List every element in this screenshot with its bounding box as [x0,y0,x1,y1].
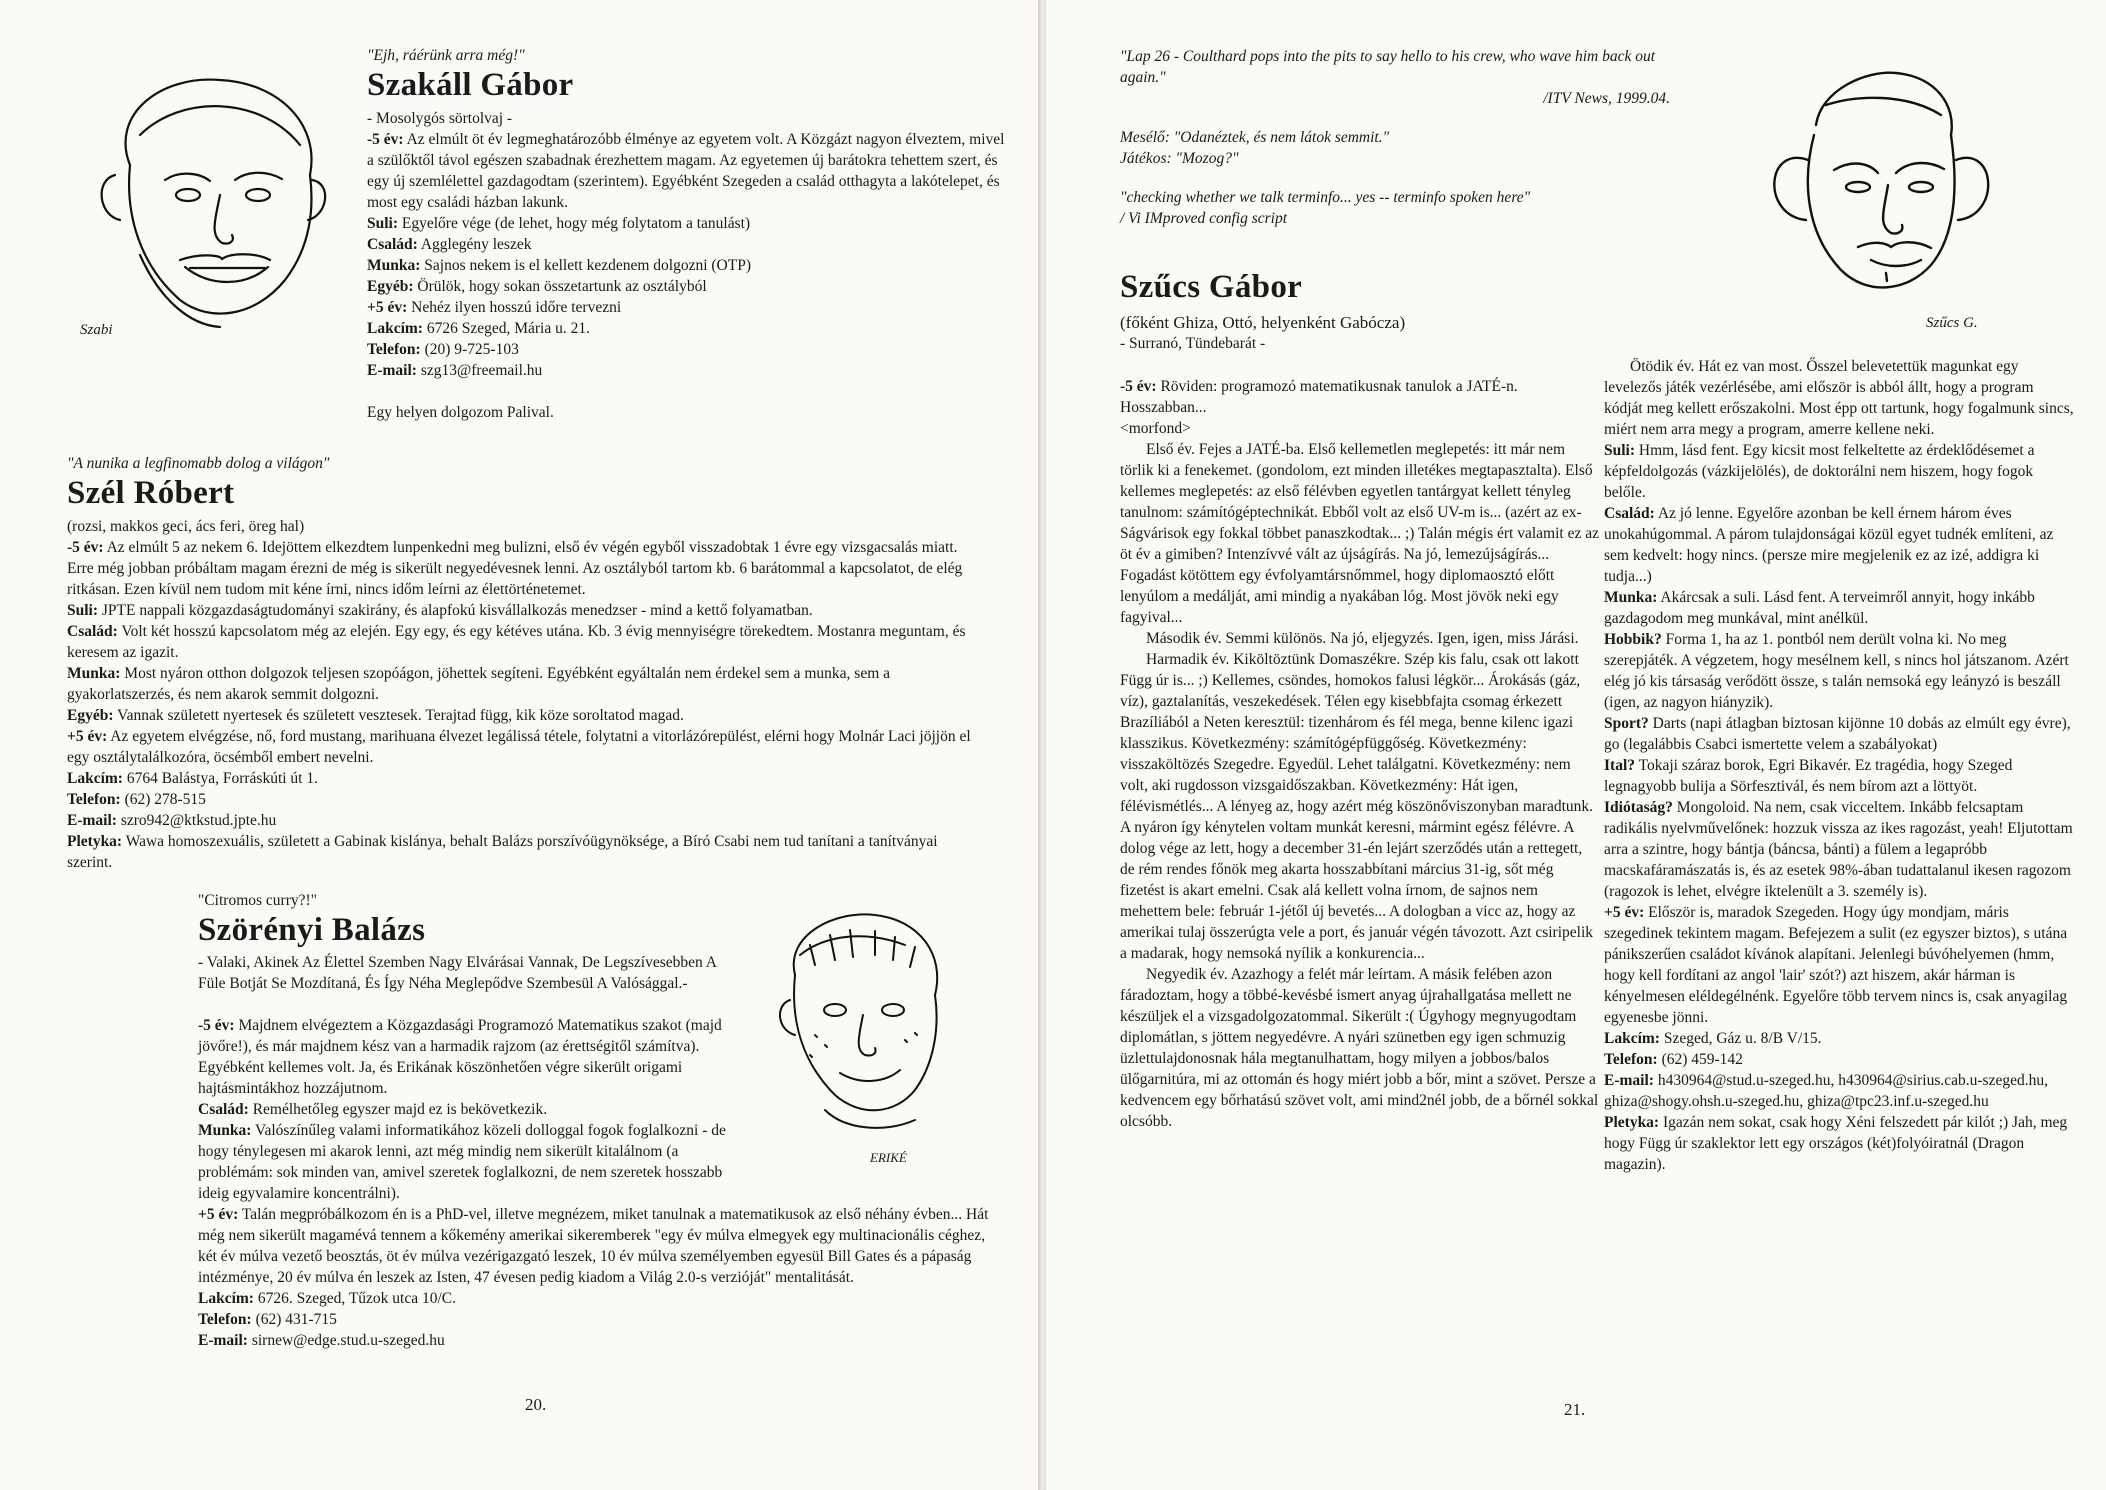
szakall-line [367,339,1007,360]
right-quotes [1120,46,1680,229]
szel-value: JPTE nappali közgazdaságtudományi szakirány, és alapfokú kisvállalkozás menedzser - mind a kettő folyamatban. [98,602,813,619]
szucs-value: Az jó lenne. Egyelőre azonban be kell érnem három éves unokahúgommal. A párom tulajdonságai közül egyet tudnék említeni, az sem kedvelt: hogy nincs. (persze mire megjelenik ez az izé, addigra ki tudja...) [1604,505,2054,585]
szucs-name: Szűcs Gábor [1120,269,1303,305]
szucs-aka: (főként Ghiza, Ottó, helyenként Gabócza) [1120,313,1406,332]
szakall-label: -5 év: [367,131,404,148]
szakall-extra: Egy helyen dolgozom Palival. [367,404,554,421]
szucs-line [1604,1028,2074,1049]
szucs-label: Telefon: [1604,1051,1658,1068]
szel-nickname: (rozsi, makkos geci, ács feri, öreg hal) [67,518,305,535]
szucs-label: +5 év: [1604,904,1645,921]
szel-label: E-mail: [67,812,117,829]
szorenyi-value: Remélhetőleg egyszer majd ez is bekövetkezik. [248,1101,548,1118]
szucs-label: Ital? [1604,757,1635,774]
szakall-name: Szakáll Gábor [367,67,574,103]
szucs-col1-paragraphs [1120,439,1600,1132]
szel-name: Szél Róbert [67,475,235,511]
szorenyi-value: Valószínűleg valami informatikához közeli dolloggal fogok foglalkozni - de hogy ténylegesen mi akarok lenni, azt még mindig nem sikerült kitalálnom (a problémám: sok minden van, amivel szeretek foglalkozni, de nem szeretek hosszabb ideig egyvalamire koncentrálni). [198,1122,726,1202]
szucs-value: Forma 1, ha az 1. pontból nem derült volna ki. No meg szerepjáték. A végzetem, hogy mesélnem kell, s nincs hol játszanom. Azért elég jó kis társaság verődött össze, s talán nemsoká egy leányzó is beszáll (igen, az nagyon hiányzik). [1604,631,2069,711]
szucs-label: Suli: [1604,442,1636,459]
szorenyi-value: (62) 431-715 [251,1311,337,1328]
szakall-line [367,360,1007,381]
szakall-label: Suli: [367,215,399,232]
szakall-value: Sajnos nekem is el kellett kezdenem dolgozni (OTP) [420,257,751,274]
szucs-line [1604,713,2074,755]
quote-itv-source: /ITV News, 1999.04. [1543,90,1670,107]
quote-jatekos: Játékos: "Mozog?" [1120,150,1239,167]
szucs-value: Szeged, Gáz u. 8/B V/15. [1659,1030,1822,1047]
szel-label: +5 év: [67,728,108,745]
szorenyi-value: sirnew@edge.stud.u-szeged.hu [247,1332,445,1349]
szucs-line [1604,1070,2074,1112]
szorenyi-value: Majdnem elvégeztem a Közgazdasági Programozó Matematikus szakot (majd jövőre!), és már majdnem kész van a harmadik rajzom (az érettségitől számítva). Egyébként kellemes volt. Ja, és Erikának köszönhetően végre sikerült origami hajtásmintákhoz hozzájutnom. [198,1017,722,1097]
szel-label: Suli: [67,602,99,619]
szel-line [67,705,982,726]
szakall-value: Egyelőre vége (de lehet, hogy még folytatom a tanulást) [398,215,751,232]
szorenyi-line [198,1309,998,1330]
szorenyi-entry-narrow [198,1015,743,1204]
szel-value: Wawa homoszexuális, született a Gabinak kislánya, behalt Balázs porszívóügynöksége, a Bíró Csabi nem tud tanítani a tanítványai szerint. [67,833,938,871]
szucs-minus5-label: -5 év: [1120,378,1157,395]
szorenyi-entry-wide [198,1204,998,1351]
szucs-year-paragraph: Negyedik év. Azazhogy a felét már leírtam. A másik felében azon fáradoztam, hogy a többé-kevésbé ismert anyag újrahallgatása mellett ne készüljek el a vizsgadolgozatommal. Sikerült :( Úgyhogy megnyugodtam diplomátlan, s jöttem negyedévre. A nyári szünetben egy igen schmuzig üzlettulajdonosnak hála megtanulhattam, hogy milyen a jobbos/balos ülőgarnitúra, mi az ottomán és hogy miért jobb a bőr, mint a szövet. Persze a kedvencem egy bőrhatású szövet volt, ami mind2nél jobb, de a bőrnél sokkal olcsóbb. [1120,966,1599,1130]
szucs-label: E-mail: [1604,1072,1654,1089]
szakall-label: Munka: [367,257,421,274]
szel-quote: "A nunika a legfinomabb dolog a világon" [67,455,330,472]
szucs-col2-details [1604,440,2074,1175]
szucs-line [1604,587,2074,629]
szucs-year-paragraph: Első év. Fejes a JATÉ-ba. Első kellemetlen meglepetés: itt már nem törlik ki a fenekemet. (gondolom, ezt minden illetékes megtapasztalta). Első kellemes meglepetés: az első félévben egyetlen tantárgyat kellett tényleg tanulnom: számítógéptechnikát. Ebből volt az első UV-m is... (azért az ex-Ságvárisok egy fokkal többet panaszkodtak... ;) Talán mégis ért valamit ez az öt év a gimiben? Intenzívvé vált az újságírás. Na jó, lemezújságírás... Fogadást kötöttem egy évfolyamtársnőmmel, hogy diplomaosztó előtt lenyúlom a medálját, ami mindig a nyakában lóg. Most jövök neki egy fagyival... [1120,441,1599,626]
szel-line [67,621,982,663]
szel-line [67,537,982,600]
szucs-value: Darts (napi átlagban biztosan kijönne 10 dobás az elmúlt egy évre), go (legalábbis Csabci ismertette velem a szabályokat) [1604,715,2071,753]
szorenyi-label: Lakcím: [198,1290,254,1307]
szorenyi-line [198,1204,998,1288]
szucs-line [1604,440,2074,503]
szucs-value: Hmm, lásd fent. Egy kicsit most felkeltette az érdeklődésemet a képfeldolgozás (vázkijelölés), de doktorálni nem hiszem, hogy fogok belőle. [1604,442,2035,501]
szel-label: -5 év: [67,539,104,556]
szel-value: 6764 Balástya, Forráskúti út 1. [122,770,318,787]
szakall-entry [367,45,1007,423]
szorenyi-value: 6726. Szeged, Tűzok utca 10/C. [253,1290,457,1307]
szucs-header [1120,268,1680,354]
right-page-number: 21. [1564,1400,1586,1419]
szel-line [67,789,982,810]
szakall-details [367,129,1007,381]
szel-value: Az egyetem elvégzése, nő, ford mustang, marihuana élvezet legálissá tétele, folytatni a vitorlázórepülést, elérni hogy Molnár Laci jöjjön el egy osztálytalálkozóra, öcsémből embert nevelni. [67,728,971,766]
szakall-line [367,234,1007,255]
szucs-value: h430964@stud.u-szeged.hu, h430964@sirius.cab.u-szeged.hu, ghiza@shogy.ohsh.u-szeged.hu, ghiza@tpc23.inf.u-szeged.hu [1604,1072,2048,1110]
szucs-line [1604,797,2074,902]
szorenyi-label: Telefon: [198,1311,252,1328]
szakall-line [367,255,1007,276]
szakall-caricature [70,55,360,355]
szakall-label: Egyéb: [367,278,414,295]
szorenyi-header [198,890,758,949]
szucs-line [1604,1049,2074,1070]
szucs-value: Tokaji száraz borok, Egri Bikavér. Ez tragédia, hogy Szeged legnagyobb bulija a Sörfesztivál, és nem bírom azt a löttyöt. [1604,757,2013,795]
szel-entry [67,453,982,873]
left-page-number: 20. [525,1395,547,1414]
szorenyi-label: E-mail: [198,1332,248,1349]
szel-label: Egyéb: [67,707,114,724]
szel-line [67,726,982,768]
szorenyi-line [198,1120,743,1204]
szel-label: Pletyka: [67,833,123,850]
szorenyi-details-a [198,1015,743,1204]
left-page [0,0,1040,1490]
szucs-label: Sport? [1604,715,1649,732]
szel-value: szro942@ktkstud.jpte.hu [116,812,277,829]
szorenyi-name: Szörényi Balázs [198,912,426,948]
right-page [1046,0,2106,1490]
szel-line [67,831,982,873]
szucs-col2-intro: Ötödik év. Hát ez van most. Ősszel belevetettük magunkat egy levelezős játék vezérlésébe, ami először is abból állt, hogy a program kódját meg kellett erőszakolni. Most épp ott tartunk, hogy fogalmunk sincs, miért nem arra megy a program, amerre kellene neki. [1604,358,2074,438]
szakall-label: Lakcím: [367,320,423,337]
szakall-line [367,276,1007,297]
szakall-line [367,318,1007,339]
szucs-label: Lakcím: [1604,1030,1660,1047]
szucs-label: Munka: [1604,589,1658,606]
szorenyi-label: +5 év: [198,1206,239,1223]
szucs-year-paragraph: Harmadik év. Kiköltöztünk Domaszékre. Szép kis falu, csak ott lakott Függ úr is... ;) Kellemes, csöndes, homokos falusi légkör... Árokásás (gáz, víz), gaztalanítás, veszekedések. Télen egy kisebbfajta csomag érkezett Brazíliából a Neten keresztül: tizenhárom és fél mega, benne kilenc igazi klasszikus. Következmény: számítógépfüggőség. Következmény: visszaköltözés Szegedre. Egyedül. Lehet találgatni. Következmény: nem volt, aki rugdosson vizsgaidőszakban. Következmény: Hát igen, félévismétlés... A lényeg az, hogy azért még köszönőviszonyban maradtunk. A nyáron így kénytelen voltam munkát keresni, mármint egész félévre. A dolog vége az lett, hogy a december 31-én lejárt szerződés után a rettegett, de rém rendes főnök meg akarta hosszabbítani március 31-ig, sőt még fizetést is akart emelni. Csak alá kellett volna írnom, de sajnos nem mehettem bele: február 1-jétől új bevetés... A dologban a vicc az, hogy az amerikai tulaj összerúgta vele a port, és január végén távozott. Azt csiripelik a madarak, hogy nemsoká nyílik a konkurencia... [1120,651,1594,962]
szorenyi-details-b [198,1204,998,1351]
szorenyi-label: -5 év: [198,1017,235,1034]
szakall-quote: "Ejh, ráérünk arra még!" [367,47,525,64]
szel-label: Telefon: [67,791,121,808]
szucs-nickname: - Surranó, Tündebarát - [1120,335,1266,352]
szakall-value: Nehéz ilyen hosszú időre tervezni [407,299,622,316]
quote-vim: "checking whether we talk terminfo... yes -- terminfo spoken here" [1120,189,1531,206]
szel-line [67,600,982,621]
szucs-signature: Szűcs G. [1926,315,1978,331]
szorenyi-quote: "Citromos curry?!" [198,892,317,909]
szucs-label: Idiótaság? [1604,799,1673,816]
szucs-minus5 [1120,376,1600,418]
szakall-value: 6726 Szeged, Mária u. 21. [422,320,590,337]
szel-label: Munka: [67,665,121,682]
quote-itv: "Lap 26 - Coulthard pops into the pits to say hello to his crew, who wave him back out again." [1120,48,1656,86]
szakall-label: E-mail: [367,362,417,379]
szucs-morfond: <morfond> [1120,420,1191,437]
szucs-value: Először is, maradok Szegeden. Hogy úgy mondjam, máris szegedinek tekintem magam. Befejezem a sulit (ez egyszer biztos), s utána pánikszerűen családot kívánok alapítani. Jelenlegi búvóhelyemen (hmm, hogy kell fordítani az angol 'lair' szót?) azt hiszem, akár hárman is kényelmesen eléldegélnénk. Egyelőre több tervem nincs is, csak anyagilag egyenesbe jönni. [1604,904,2068,1026]
szucs-value: Mongoloid. Na nem, csak vicceltem. Inkább felcsaptam radikális nyelvművelőnek: hozzuk vissza az ikes ragozást, yeah! Eljutottam arra a szintre, hogy bántja (báncsa, bánti) a fülem a legapróbb macskafáramászatás is, és az esetek 98%-ában tudattalanul ikesen ragozom (ragozok is lehet, elvégre iktelenült a 3. személy is). [1604,799,2073,900]
szorenyi-line [198,1288,998,1309]
szucs-col1 [1120,376,1600,1132]
szakall-line [367,297,1007,318]
szorenyi-label: Munka: [198,1122,252,1139]
szakall-signature: Szabi [80,322,113,338]
szorenyi-line [198,1099,743,1120]
szakall-value: (20) 9-725-103 [420,341,519,358]
szel-value: Most nyáron otthon dolgozok teljesen szopóágon, jöhettek segíteni. Egyébként egyáltalán nem érdekel sem a munka, sem a gyakorlatszerzés, és nem akarok semmit dolgozni. [67,665,891,703]
szorenyi-nickname: - Valaki, Akinek Az Élettel Szemben Nagy Elvárásai Vannak, De Legszívesebben A Füle Botját Se Mozdítaná, És Így Néha Meglepődve Szembesül A Valósággal.- [198,954,717,992]
szucs-value: Akárcsak a suli. Lásd fent. A terveimről annyit, hogy inkább gazdagodom meg munkával, mint anélkül. [1604,589,2035,627]
szucs-year-paragraph: Második év. Semmi különös. Na jó, eljegyzés. Igen, igen, miss Járási. [1146,630,1579,647]
szel-line [67,663,982,705]
szorenyi-line [198,1330,998,1351]
szel-value: Volt két hosszú kapcsolatom még az elején. Egy egy, és egy kétéves utána. Kb. 3 évig mennyiségre törekedtem. Mostanra meguntam, és keresem az igazit. [67,623,966,661]
quote-vim-source: / Vi IMproved config script [1120,210,1288,227]
szucs-caricature [1746,65,2016,335]
szucs-label: Család: [1604,505,1655,522]
szakall-value: Agglegény leszek [417,236,532,253]
szucs-line [1604,503,2074,587]
szel-value: (62) 278-515 [120,791,206,808]
szorenyi-caricature [755,905,965,1145]
szorenyi-value: Talán megpróbálkozom én is a PhD-vel, illetve megnézem, miket tanulnak a matematikusok az első néhány évben... Hát még nem sikerült magamévá tennem a kőkemény amerikai sikeremberek "egy év múlva elmegyek egy multinacionális céghez, két év múlva vezető beosztás, öt év múlva vezérigazgató leszek, 10 év múlva személyemben egyesül Bill Gates és a pápaság intézménye, 20 év múlva én leszek az Isten, 47 évesen pedig kiadom a Világ 2.0-s verzióját" mentalitását. [198,1206,989,1286]
szel-details [67,537,982,873]
szucs-line [1604,1112,2074,1175]
szel-line [67,810,982,831]
szel-label: Család: [67,623,118,640]
szel-value: Az elmúlt 5 az nekem 6. Idejöttem elkezdtem lunpenkedni meg bulizni, első év végén egyből visszadobtak 1 évre egy vizsgacsalás miatt. Erre még jobban próbáltam magam érezni de még is sikerült negyedévesnek lenni. Az osztályból tartom kb. 6 barátommal a kapcsolatot, de elég ritkásan. Ezen kívül nem tudom mit kéne írni, nincs időm leírni az élettörténetemet. [67,539,963,598]
szucs-value: (62) 459-142 [1657,1051,1743,1068]
szucs-line [1604,629,2074,713]
szakall-label: Család: [367,236,418,253]
szucs-label: Pletyka: [1604,1114,1660,1131]
szucs-line [1604,902,2074,1028]
szorenyi-label: Család: [198,1101,249,1118]
szakall-line [367,213,1007,234]
szel-line [67,768,982,789]
szucs-minus5-text: Röviden: programozó matematikusnak tanulok a JATÉ-n. Hosszabban... [1120,378,1518,416]
szakall-value: Az elmúlt öt év legmeghatározóbb élménye az egyetem volt. A Közgázt nagyon élveztem, mivel a szülőktől távol egészen szabadnak érezhettem magam. Az egyetemen új barátokra tehettem szert, és egy új szemlélettel gazdagodtam (szerintem). Egyébként Szegeden a család otthagyta a lakótelepet, és most egy családi házban lakunk. [367,131,1005,211]
szorenyi-entry-top [198,952,743,994]
szakall-line [367,129,1007,213]
szorenyi-line [198,1015,743,1099]
szakall-nickname: - Mosolygós sörtolvaj - [367,110,513,127]
szakall-label: +5 év: [367,299,408,316]
szucs-value: Igazán nem sokat, csak hogy Xéni felszedett pár kilót ;) Jah, meg hogy Függ úr szaklektor lett egy országos (két)folyóiratnál (Dragon magazin). [1604,1114,2068,1173]
szel-label: Lakcím: [67,770,123,787]
szucs-line [1604,755,2074,797]
szucs-col2 [1604,356,2074,1175]
szel-value: Vannak született nyertesek és született vesztesek. Terajtad függ, kik köze soroltatod magad. [113,707,684,724]
szakall-label: Telefon: [367,341,421,358]
szakall-value: szg13@freemail.hu [416,362,543,379]
szakall-value: Örülök, hogy sokan összetartunk az osztályból [413,278,707,295]
szorenyi-signature: ERIKÉ [870,1150,907,1165]
quote-meselo: Mesélő: "Odanéztek, és nem látok semmit." [1120,129,1390,146]
szucs-label: Hobbik? [1604,631,1662,648]
